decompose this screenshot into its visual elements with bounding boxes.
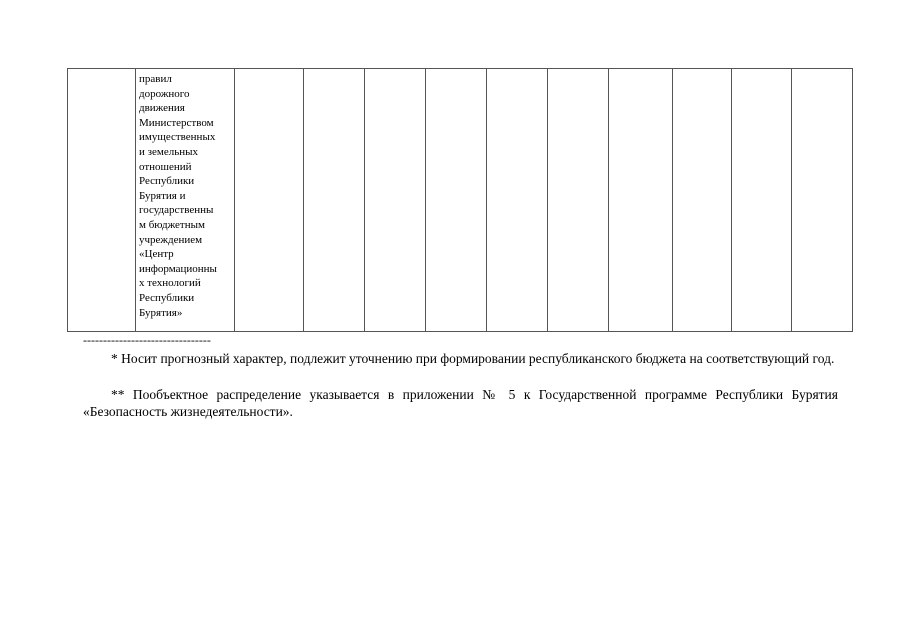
table-cell: [487, 69, 548, 332]
table-cell: [365, 69, 426, 332]
table-cell-description: [136, 69, 235, 332]
cell-description-text: правил дорожного движения Министерством имущественных и земельных отношений Республики Бурятия и государственны м бюджетным учреждением «Центр информационны х технологий Республики Бурятия»: [139, 73, 217, 319]
table-row: [68, 69, 853, 332]
table-cell: [426, 69, 487, 332]
table-cell: [673, 69, 732, 332]
footnote-object-distribution: ** Пообъектное распределение указывается в приложении № 5 к Государственной программе Республики Бурятия «Безопасность жизнедеятельности».: [83, 387, 838, 419]
footnote-separator: --------------------------------: [83, 333, 211, 347]
table-cell: [548, 69, 609, 332]
table-cell: [609, 69, 673, 332]
footnote-forecast: * Носит прогнозный характер, подлежит уточнению при формировании республиканского бюджета на соответствующий год.: [111, 351, 835, 366]
table-cell: [304, 69, 365, 332]
program-table: [67, 68, 853, 332]
table-cell: [235, 69, 304, 332]
table-cell: [732, 69, 792, 332]
table-cell-number: [68, 69, 136, 332]
table-cell: [792, 69, 853, 332]
